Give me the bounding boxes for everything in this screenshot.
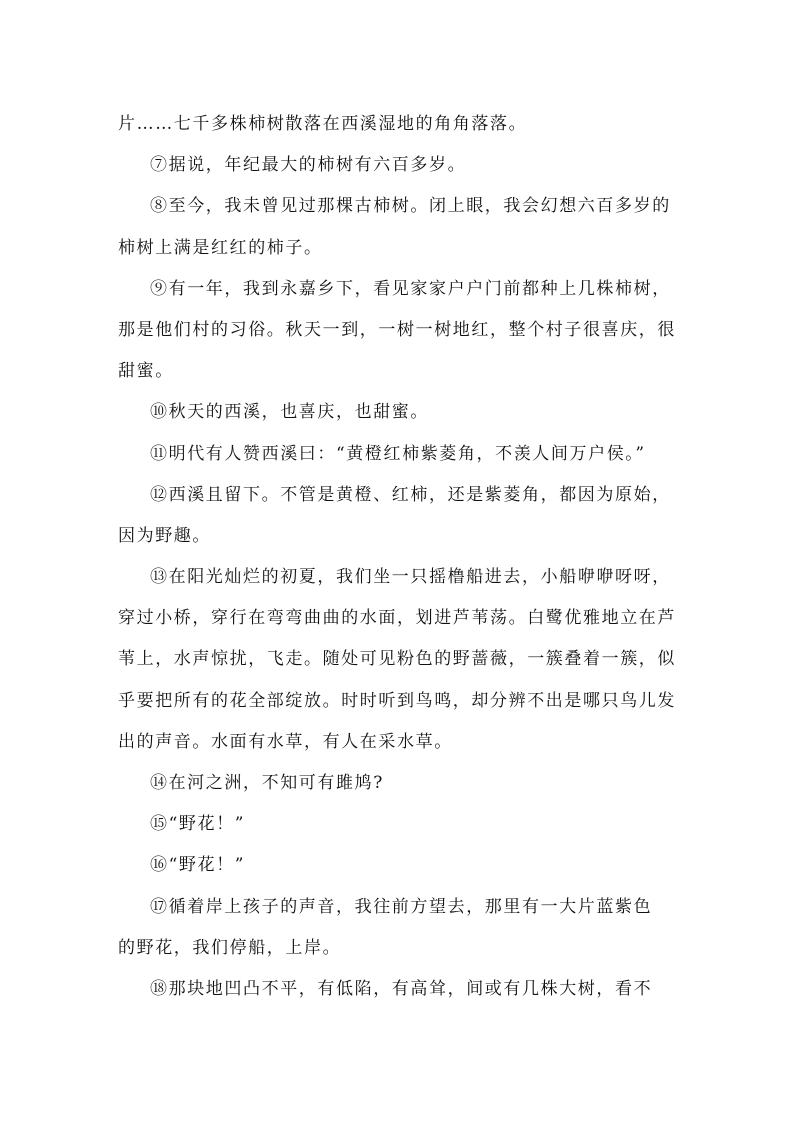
text-line: ⑮“野花！” [150,814,245,835]
paragraph-6-continued [118,104,674,145]
paragraph-11 [118,434,674,475]
paragraph-17 [118,887,674,969]
text-line: 穿过小桥，穿行在弯弯曲曲的水面，划进芦苇荡。白鹭优雅地立在芦 [118,608,676,629]
document-page [118,104,674,1010]
text-line: ⑱那块地凹凸不平，有低陷，有高耸，间或有几株大树，看不 [150,978,653,999]
text-line: ⑭在河之洲，不知可有雎鸠? [150,773,384,793]
paragraph-12 [118,475,674,557]
text-line: 的野花，我们停船，上岸。 [118,937,342,958]
text-line: 甜蜜。 [118,361,174,382]
paragraph-9 [118,269,674,393]
text-line: 出的声音。水面有水草，有人在采水草。 [118,731,453,752]
text-line: ⑬在阳光灿烂的初夏，我们坐一只摇橹船进去，小船咿咿呀呀， [150,567,671,588]
text-line: 苇上，水声惊扰，飞走。随处可见粉色的野蔷薇，一簇叠着一簇，似 [118,649,676,670]
text-line: ⑪明代有人赞西溪曰：“黄橙红柿紫菱角，不羡人间万户侯。” [150,443,646,464]
text-line: 乎要把所有的花全部绽放。时时听到鸟鸣，却分辨不出是哪只鸟儿发 [118,690,676,711]
text-line: 因为野趣。 [118,525,211,546]
paragraph-14 [118,763,674,804]
text-line: 那是他们村的习俗。秋天一到，一树一树地红，整个村子很喜庆，很 [118,319,676,340]
paragraph-10 [118,392,674,433]
text-line: ⑦据说，年纪最大的柿树有六百多岁。 [150,155,467,176]
text-line: ⑰循着岸上孩子的声音，我往前方望去，那里有一大片蓝紫色 [150,896,653,917]
paragraph-13 [118,557,674,763]
text-line: ⑫西溪且留下。不管是黄橙、红柿，还是紫菱角，都因为原始， [150,484,671,505]
text-line: 柿树上满是红红的柿子。 [118,237,323,258]
paragraph-16 [118,845,674,886]
text-line: 片……七千多株柿树散落在西溪湿地的角角落落。 [118,114,528,134]
paragraph-15 [118,804,674,845]
text-line: ⑧至今，我未曾见过那棵古柿树。闭上眼，我会幻想六百多岁的 [150,196,671,217]
paragraph-8 [118,186,674,268]
text-line: ⑯“野花！” [150,855,245,876]
text-line: ⑨有一年，我到永嘉乡下，看见家家户户门前都种上几株柿树， [150,278,671,299]
paragraph-7 [118,145,674,186]
text-line: ⑩秋天的西溪，也喜庆，也甜蜜。 [150,402,429,423]
paragraph-18 [118,969,674,1010]
